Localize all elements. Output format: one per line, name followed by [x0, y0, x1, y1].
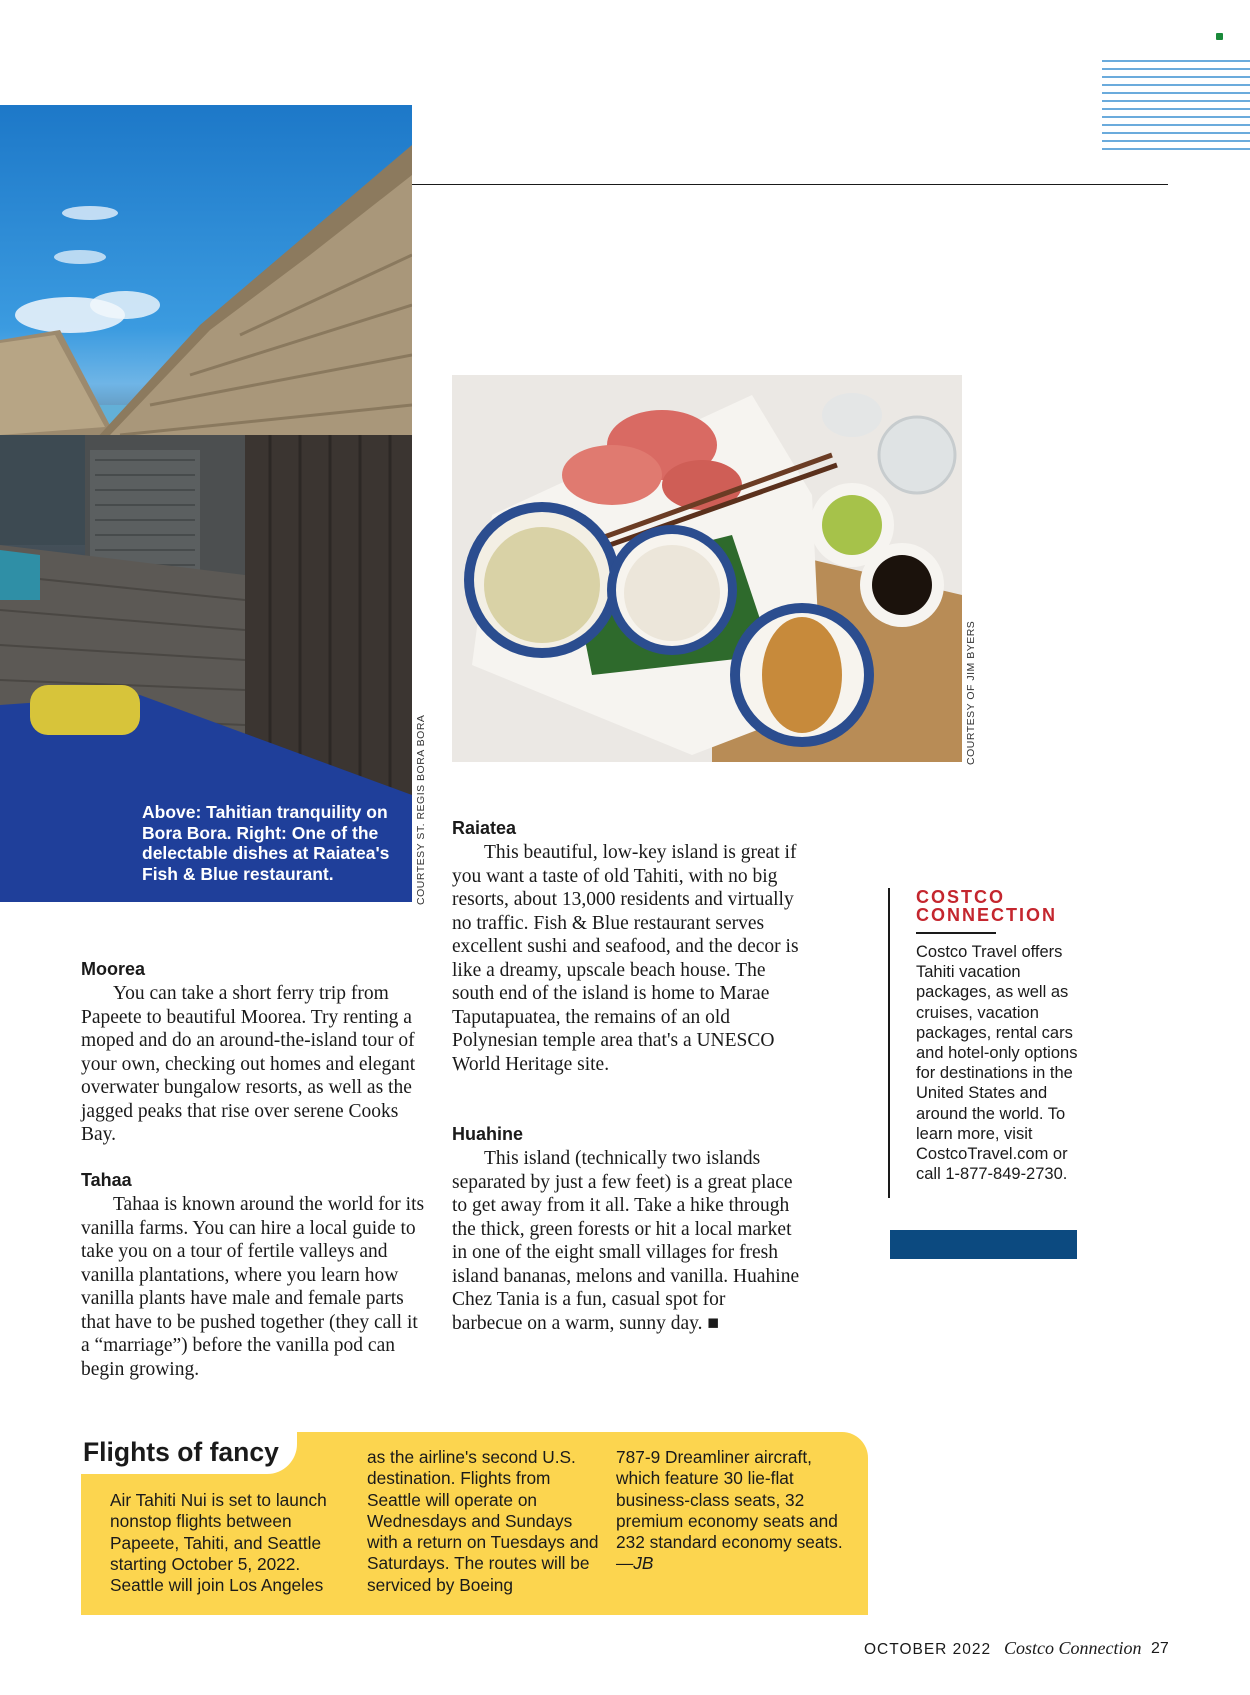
raiatea-heading: Raiatea — [452, 818, 517, 838]
sidebar-color-bar — [890, 1230, 1077, 1259]
corner-mark — [1216, 33, 1223, 40]
footer-month: OCTOBER 2022 — [864, 1641, 992, 1658]
tahaa-heading: Tahaa — [81, 1170, 132, 1190]
moorea-body: You can take a short ferry trip from Papeete to beautiful Moorea. Try renting a moped and do an around-the-island tour of your own, checking out homes and elegant overwater bungalow resorts, as well as the jagged peaks that rise over serene Cooks Bay. — [81, 983, 416, 1145]
sidebar-title-line2: CONNECTION — [916, 905, 1057, 925]
moorea-text — [81, 982, 429, 1147]
flights-col3 — [616, 1447, 856, 1575]
photo-credit-left: COURTESY ST. REGIS BORA BORA — [415, 714, 427, 905]
sidebar-body: Costco Travel offers Tahiti vacation packages, as well as cruises, vacation packages, rental cars and hotel-only options for destinations in the United States and around the world. To learn more, visit CostcoTravel.com or call 1-877-849-2730. — [916, 943, 1078, 1184]
flights-col2: as the airline's second U.S. destination. Flights from Seattle will operate on Wednesdays and Sundays with a return on Tuesdays and Saturdays. The routes will be serviced by Boeing — [367, 1447, 599, 1595]
tahaa-text — [81, 1193, 429, 1381]
footer-magazine: Costco Connection — [1004, 1638, 1142, 1658]
sidebar-title — [916, 888, 1057, 924]
dishes-photo — [452, 375, 962, 762]
top-rule — [412, 184, 1168, 185]
sidebar-underline — [916, 932, 996, 934]
raiatea-body: This beautiful, low-key island is great if you want a taste of old Tahiti, with no big resorts, about 13,000 residents and virtually no traffic. Fish & Blue restaurant serves excellent sushi and seafood, and the decor is like a dreamy, upscale beach house. The south end of the island is home to Marae Taputapuatea, the remains of an old Polynesian temple area that's a UNESCO World Heritage site. — [452, 842, 799, 1075]
photo-credit-right: COURTESY OF JIM BYERS — [965, 620, 977, 765]
huahine-body: This island (technically two islands separated by just a few feet) is a great place to get away from it all. Take a hike through the thick, green forests or hit a local market in one of the eight small villages for fresh island bananas, melons and vanilla. Huahine Chez Tania is a fun, casual spot for barbecue on a warm, sunny day. ■ — [452, 1148, 800, 1334]
decorative-stripes — [1102, 60, 1250, 155]
flights-signoff: —JB — [616, 1553, 654, 1574]
sidebar-rule — [888, 888, 890, 1198]
flights-title: Flights of fancy — [83, 1437, 279, 1467]
flights-col1: Air Tahiti Nui is set to launch nonstop flights between Papeete, Tahiti, and Seattle starting October 5, 2022. Seattle will join Los Angeles — [110, 1490, 327, 1596]
huahine-text — [452, 1147, 800, 1335]
tahaa-body: Tahaa is known around the world for its vanilla farms. You can hire a local guide to take you on a tour of fertile valleys and vanilla plantations, where you learn how vanilla plants have male and female parts that have to be pushed together (they call it a “marriage”) before the vanilla pod can begin growing. — [81, 1194, 425, 1380]
sidebar-title-line1: COSTCO — [916, 887, 1006, 907]
raiatea-text — [452, 841, 800, 1076]
huahine-heading: Huahine — [452, 1124, 524, 1144]
page-number: 27 — [1151, 1640, 1169, 1657]
moorea-heading: Moorea — [81, 959, 146, 979]
flights-col3-text: 787-9 Dreamliner aircraft, which feature 30 lie-flat business-class seats, 32 premium economy seats and 232 standard economy seats. — [616, 1447, 843, 1553]
photo-caption: Above: Tahitian tranquility on Bora Bora. Right: One of the delectable dishes at Raiatea's Fish & Blue restaurant. — [142, 802, 390, 884]
bungalow-photo — [0, 105, 412, 902]
